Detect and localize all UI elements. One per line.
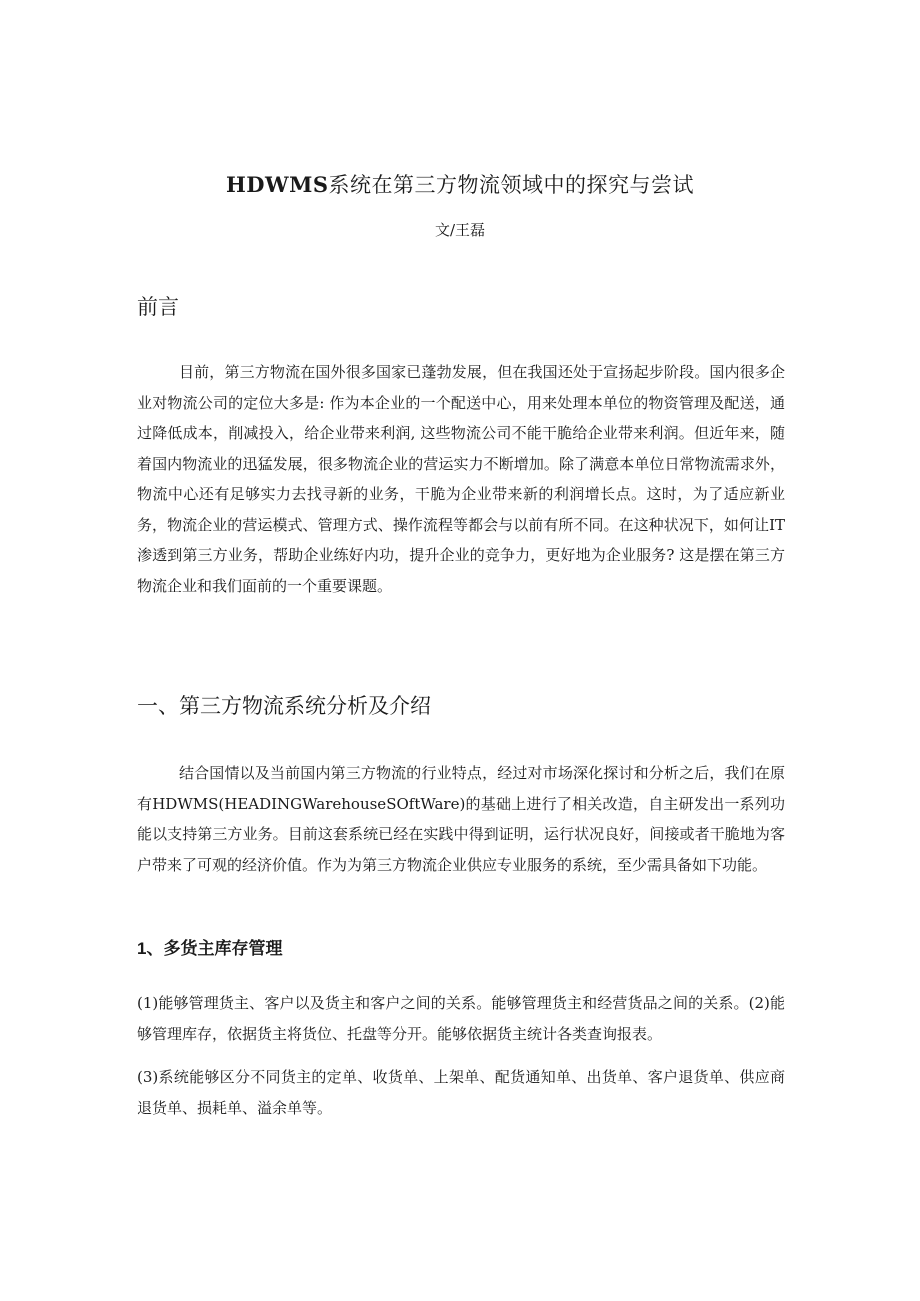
subsection1-number: 1	[137, 939, 147, 958]
author-line: 文/王磊	[434, 221, 486, 239]
preface-heading: 前言	[137, 295, 179, 319]
subsection1-item-2: (3)系统能够区分不同货主的定单、收货单、上架单、配货通知单、出货单、客户退货单、供应商退货单、损耗单、溢余单等。	[137, 1068, 785, 1117]
document-title	[0, 169, 920, 199]
section1-heading: 一、第三方物流系统分析及介绍	[137, 694, 431, 718]
subsection1-heading	[137, 934, 282, 959]
title-latin: HDWMS	[225, 172, 329, 198]
title-rest: 系统在第三方物流领域中的探究与尝试	[328, 173, 695, 198]
subsection1-item-1: (1)能够管理货主、客户以及货主和客户之间的关系。能够管理货主和经营货品之间的关系。(2)能够管理库存，依据货主将货位、托盘等分开。能够依据货主统计各类查询报表。	[137, 994, 785, 1043]
preface-paragraph: 目前，第三方物流在国外很多国家已蓬勃发展，但在我国还处于宣扬起步阶段。国内很多企业对物流公司的定位大多是: 作为本企业的一个配送中心，用来处理本单位的物资管理及配送，通过降低成本，削减投入，给企业带来利润, 这些物流公司不能干脆给企业带来利润。但近年来，随着国内物流业的迅猛发展，很多物流企业的营运实力不断增加。除了满意本单位日常物流需求外，物流中心还有足够实力去找寻新的业务，干脆为企业带来新的利润增长点。这时，为了适应新业务，物流企业的营运模式、管理方式、操作流程等都会与以前有所不同。在这种状况下，如何让IT渗透到第三方业务，帮助企业练好内功，提升企业的竞争力，更好地为企业服务? 这是摆在第三方物流企业和我们面前的一个重要课题。	[137, 363, 785, 595]
section1-paragraph: 结合国情以及当前国内第三方物流的行业特点，经过对市场深化探讨和分析之后，我们在原有HDWMS(HEADINGWarehouseSOftWare)的基础上进行了相关改造，自主研发出一系列功能以支持第三方业务。目前这套系统已经在实践中得到证明，运行状况良好，间接或者干脆地为客户带来了可观的经济价值。作为为第三方物流企业供应专业服务的系统，至少需具备如下功能。	[137, 764, 785, 874]
subsection1-title: 、多货主库存管理	[146, 939, 283, 959]
